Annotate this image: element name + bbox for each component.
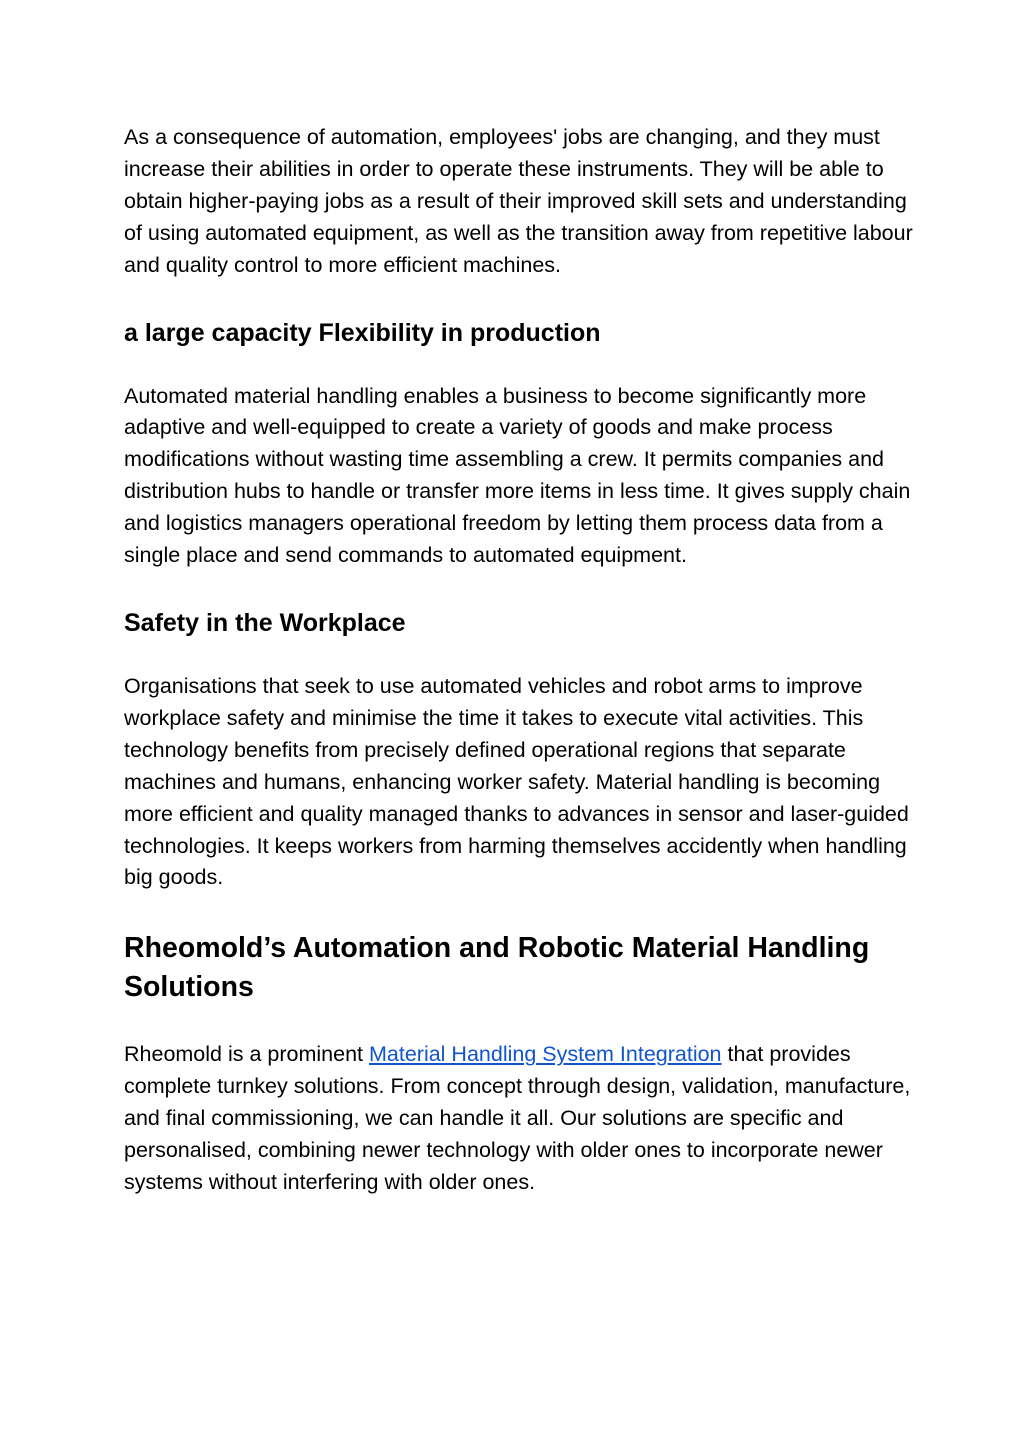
paragraph-rheomold [124,1039,914,1199]
heading-flexibility: a large capacity Flexibility in production [124,318,601,347]
heading-rheomold-solutions: Rheomold’s Automation and Robotic Material Handling Solutions [124,932,870,1004]
paragraph-workplace-safety: Organisations that seek to use automated vehicles and robot arms to improve workplace safety and minimise the time it takes to execute vital activities. This technology benefits from precisely defined operational regions that separate machines and humans, enhancing worker safety. Material handling is becoming more efficient and quality managed thanks to advances in sensor and laser-guided technologies. It keeps workers from harming themselves accidently when handling big goods. [124,673,909,890]
paragraph-material-handling: Automated material handling enables a business to become significantly more adaptive and well-equipped to create a variety of goods and make process modifications without wasting time assembling a crew. It permits companies and distribution hubs to handle or transfer more items in less time. It gives supply chain and logistics managers operational freedom by letting them process data from a single place and send commands to automated equipment. [124,383,911,568]
heading-safety: Safety in the Workplace [124,608,406,637]
paragraph-automation-jobs: As a consequence of automation, employees' jobs are changing, and they must increase their abilities in order to operate these instruments. They will be able to obtain higher-paying jobs as a result of their improved skill sets and understanding of using automated equipment, as well as the transition away from repetitive labour and quality control to more efficient machines. [124,125,913,277]
paragraph-rheomold-rest: that provides complete turnkey solutions. From concept through design, validation, manufacture, and final commissioning, we can handle it all. Our solutions are specific and personalised, combining newer technology with older ones to incorporate newer systems without interfering with older ones. [124,1042,911,1194]
material-handling-integration-link[interactable]: Material Handling System Integration [368,1042,722,1067]
document-page [124,122,914,1199]
paragraph-rheomold-lead: Rheomold is a prominent [124,1042,369,1067]
